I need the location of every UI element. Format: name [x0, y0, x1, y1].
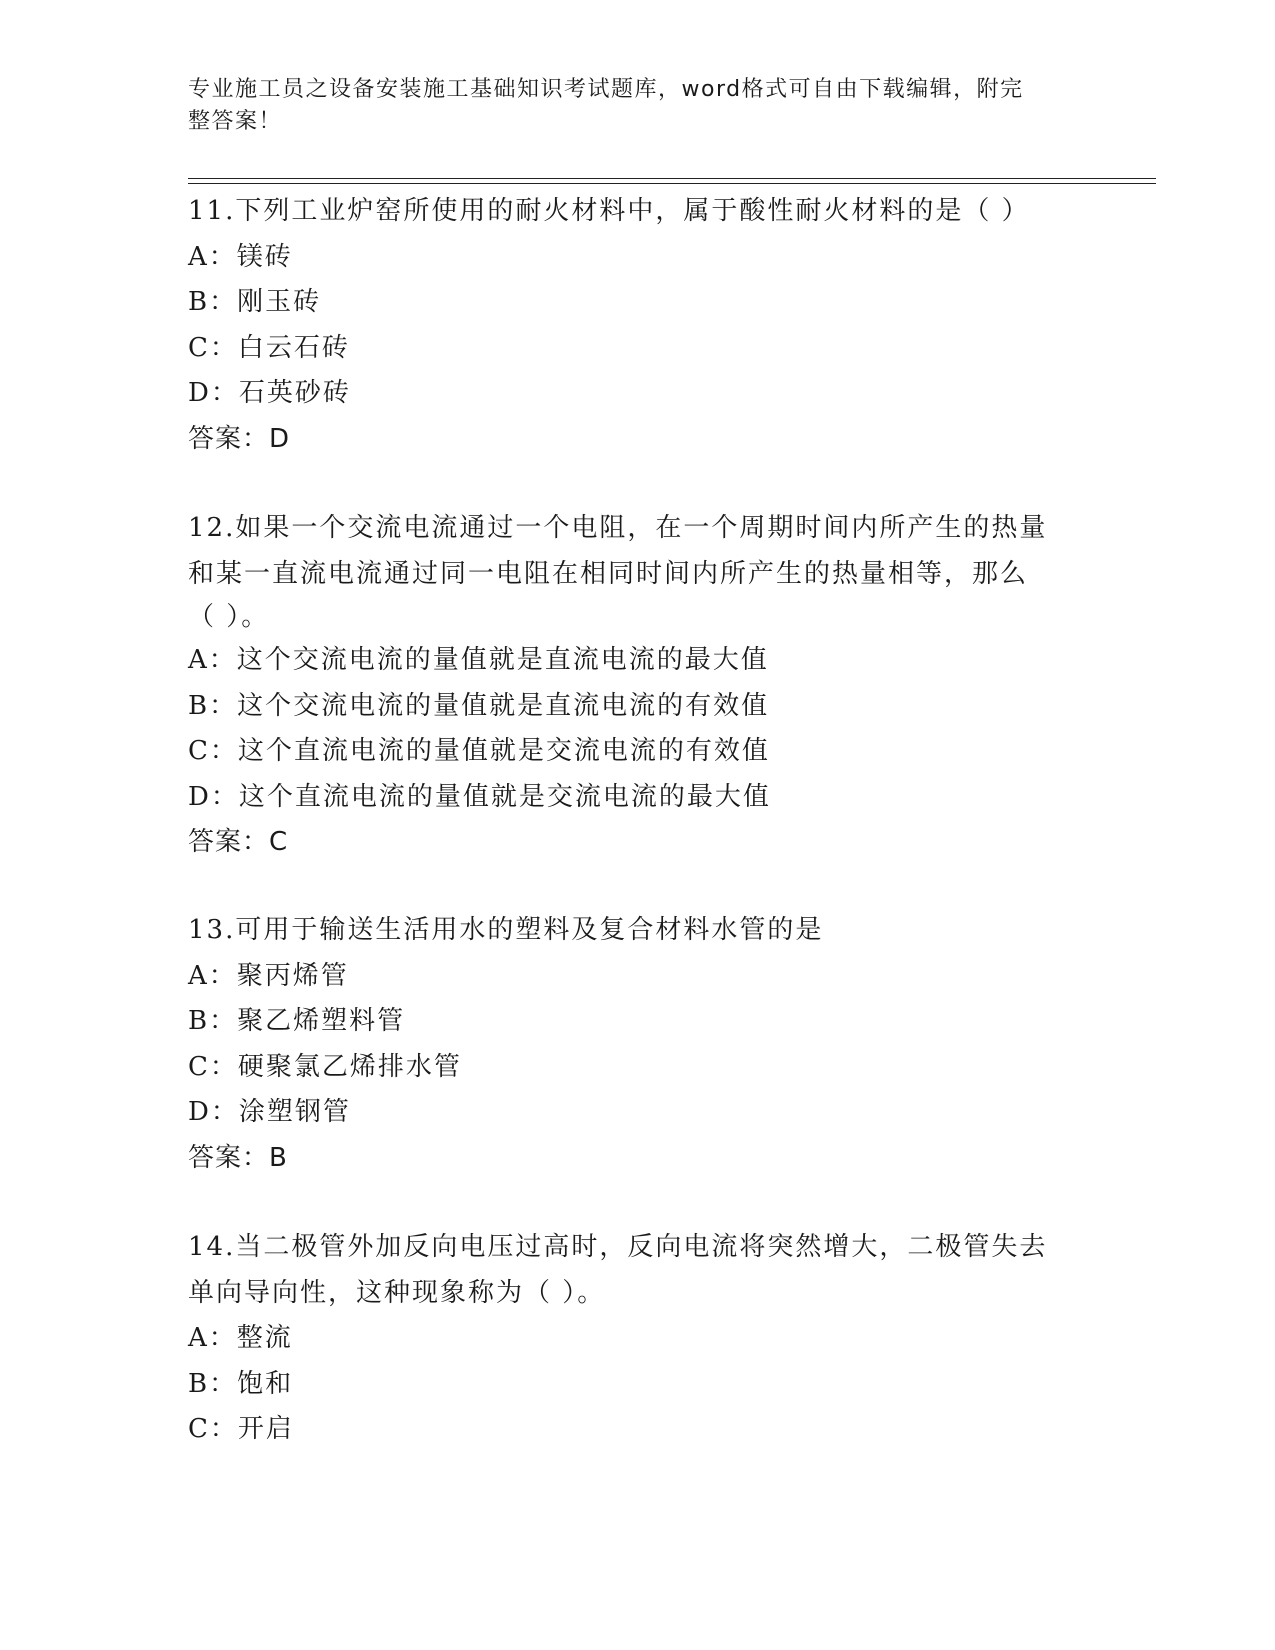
option-b: B：聚乙烯塑料管	[188, 1006, 406, 1036]
option-a: A：整流	[188, 1323, 293, 1353]
option-a: A：聚丙烯管	[188, 960, 349, 991]
question-14	[188, 1225, 1088, 1453]
option-c: C：硬聚氯乙烯排水管	[188, 1051, 462, 1082]
option-d: D：石英砂砖	[188, 378, 351, 408]
header-line-1: 专业施工员之设备安装施工基础知识考试题库，word格式可自由下载编辑，附完	[188, 77, 1024, 102]
option-d: D：这个直流电流的量值就是交流电流的最大值	[188, 781, 771, 812]
question-stem: 11.下列工业炉窑所使用的耐火材料中，属于酸性耐火材料的是（ ）	[188, 196, 1030, 226]
option-a: A：这个交流电流的量值就是直流电流的最大值	[188, 645, 769, 675]
question-stem-line-1: 12.如果一个交流电流通过一个电阻，在一个周期时间内所产生的热量	[188, 513, 1048, 543]
option-d: D：涂塑钢管	[188, 1097, 351, 1127]
header-line-2: 整答案！	[188, 109, 283, 134]
answer-label: 答案：D	[188, 423, 291, 454]
option-b: B：饱和	[188, 1368, 294, 1399]
header-divider-bottom	[188, 183, 1156, 184]
option-b: B：这个交流电流的量值就是直流电流的有效值	[188, 690, 770, 721]
option-b: B：刚玉砖	[188, 287, 322, 317]
question-11	[188, 189, 1088, 462]
question-stem-line-1: 14.当二极管外加反向电压过高时，反向电流将突然增大，二极管失去	[188, 1232, 1048, 1262]
document-header	[188, 74, 1068, 138]
option-c: C：白云石砖	[188, 332, 350, 363]
header-divider-top	[188, 178, 1156, 179]
answer-label: 答案：B	[188, 1142, 288, 1173]
option-c: C：这个直流电流的量值就是交流电流的有效值	[188, 736, 770, 766]
option-a: A：镁砖	[188, 241, 293, 272]
option-c: C：开启	[188, 1414, 294, 1444]
question-stem-line-2: 单向导向性，这种现象称为（ ）。	[188, 1277, 606, 1308]
question-stem-line-2: 和某一直流电流通过同一电阻在相同时间内所产生的热量相等，那么	[188, 558, 1029, 589]
answer-label: 答案：C	[188, 827, 289, 857]
question-12	[188, 506, 1088, 866]
question-13	[188, 908, 1088, 1181]
question-stem: 13.可用于输送生活用水的塑料及复合材料水管的是	[188, 915, 824, 945]
question-stem-line-3: （ ）。	[188, 602, 270, 632]
